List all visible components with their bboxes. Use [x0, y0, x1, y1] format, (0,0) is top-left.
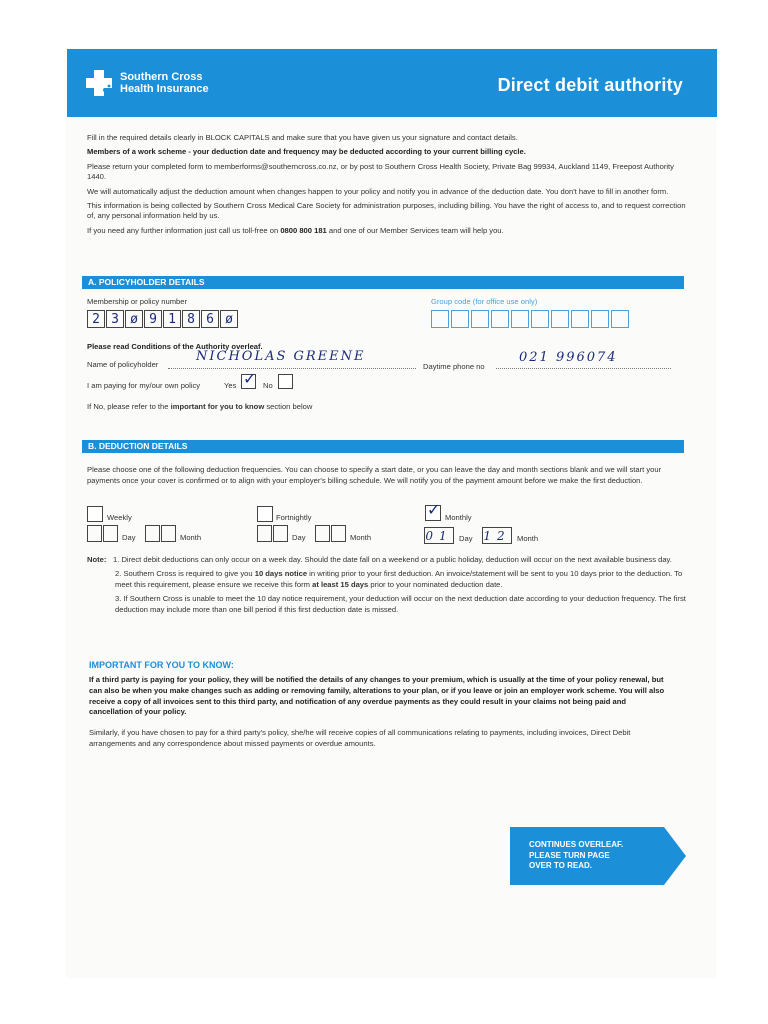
- policyholder-name-line: [168, 368, 416, 369]
- fortnightly-month-label: Month: [350, 533, 372, 542]
- membership-digit[interactable]: 8: [182, 310, 200, 328]
- membership-digit[interactable]: ø: [220, 310, 238, 328]
- yes-label: Yes: [224, 381, 237, 390]
- intro-p6-suffix: and one of our Member Services team will help you.: [326, 225, 504, 235]
- group-code-box: [471, 310, 489, 328]
- group-code-box: [531, 310, 549, 328]
- intro-p4: We will automatically adjust the deduction amount when changes happen to your policy and notify you in advance of the deduction date. You don't have to fill in another form.: [87, 186, 669, 196]
- no-checkbox[interactable]: [278, 374, 293, 389]
- weekly-month-box-2[interactable]: [161, 525, 176, 542]
- fortnightly-month-box-2[interactable]: [331, 525, 346, 542]
- monthly-day-label: Day: [459, 534, 473, 543]
- continues-line-3: OVER TO READ.: [529, 861, 592, 870]
- fortnightly-day-box-2[interactable]: [273, 525, 288, 542]
- note-1-text: 1. Direct debit deductions can only occur on a week day. Should the date fall on a weekend or a public holiday, deduction will occur on the next available business day.: [113, 555, 672, 564]
- intro-p2: Members of a work scheme - your deduction date and frequency may be deducted according to your current billing cycle.: [87, 147, 526, 157]
- group-code-box: [451, 310, 469, 328]
- weekly-day-label: Day: [122, 533, 136, 542]
- deduction-notes: [87, 555, 687, 619]
- brand-name: [120, 71, 209, 95]
- paying-own-policy-label: I am paying for my/our own policy: [87, 381, 201, 390]
- membership-digit[interactable]: 6: [201, 310, 219, 328]
- note-3-text: 3. If Southern Cross is unable to meet the 10 day notice requirement, your deduction will occur on the next deduction date according to your deduction frequency. The first deduction may include more than one bill period if this first deduction date is missed.: [115, 594, 686, 614]
- membership-digit[interactable]: 1: [163, 310, 181, 328]
- page-title: Direct debit authority: [497, 75, 683, 95]
- monthly-month-value[interactable]: 12: [483, 529, 511, 543]
- fortnightly-day-box-1[interactable]: [257, 525, 272, 542]
- weekly-day-box-1[interactable]: [87, 525, 102, 542]
- note-2-c: in writing prior to your first deduction. An invoice/statement will be sent to you 10 days prior to the deduction. To meet this requirement, please ensure we receive this form: [115, 569, 683, 589]
- group-code-box: [511, 310, 529, 328]
- continues-line-1: CONTINUES OVERLEAF.: [529, 840, 624, 849]
- important-paragraph-2: Similarly, if you have chosen to pay for a third party's policy, she/he will receive copies of all communications relating to payments, including invoices, Direct Debit arrangements and any correspondence about missed payments or overdue amounts.: [89, 728, 631, 748]
- section-a-heading: A. POLICYHOLDER DETAILS: [82, 276, 684, 289]
- note-2-b: 10 days notice: [254, 569, 308, 579]
- if-no-suffix: section below: [264, 402, 313, 411]
- brand-line-2: Health Insurance: [120, 83, 209, 95]
- group-code-field: [431, 310, 629, 328]
- group-code-box: [431, 310, 449, 328]
- group-code-box: [551, 310, 569, 328]
- if-no-prefix: If No, please refer to the: [87, 402, 171, 411]
- note-3: [87, 594, 687, 615]
- membership-label: Membership or policy number: [87, 297, 188, 306]
- intro-p6: [87, 226, 687, 236]
- membership-digit[interactable]: 9: [144, 310, 162, 328]
- monthly-checkbox[interactable]: [425, 500, 441, 521]
- membership-digit[interactable]: 3: [106, 310, 124, 328]
- intro-text: [87, 133, 687, 240]
- policyholder-name-label: Name of policyholder: [87, 360, 159, 369]
- membership-digit[interactable]: 2: [87, 310, 105, 328]
- toll-free-phone: 0800 800 181: [280, 225, 327, 235]
- intro-p6-prefix: If you need any further information just call us toll-free on: [87, 225, 281, 235]
- daytime-phone-label: Daytime phone no: [423, 362, 485, 371]
- daytime-phone-line: [496, 368, 671, 369]
- group-code-label: Group code (for office use only): [431, 297, 538, 306]
- important-heading: IMPORTANT FOR YOU TO KNOW:: [89, 660, 234, 670]
- continues-line-2: PLEASE TURN PAGE: [529, 850, 610, 860]
- note-2-a: 2. Southern Cross is required to give you: [115, 569, 255, 579]
- note-label: Note:: [87, 555, 107, 564]
- fortnightly-checkbox[interactable]: [257, 506, 273, 522]
- group-code-box: [571, 310, 589, 328]
- note-2: [87, 569, 687, 590]
- weekly-checkbox[interactable]: [87, 506, 103, 522]
- important-paragraph-1: If a third party is paying for your policy, they will be notified the details of any changes to your premium, which is usually at the time of your policy renewal, but can also be when you make changes such as adding or removing family, alterations to your plan, or if you leave or join an employer work scheme. You will also receive a copy of all invoices sent to this third party, and notification of any overdue payments as they could result in your claims not being paid and cancellation of your policy.: [89, 675, 665, 717]
- header-bar: [67, 49, 717, 117]
- read-conditions-note: Please read Conditions of the Authority overleaf.: [87, 342, 263, 351]
- intro-p5: This information is being collected by Southern Cross Medical Care Society for administration purposes, including billing. You have the right of access to, and to request correction of, any personal information held by us.: [87, 201, 686, 221]
- fortnightly-label: Fortnightly: [276, 513, 312, 522]
- continues-overleaf-banner: [510, 827, 686, 885]
- checkmark-icon: ✓: [427, 500, 441, 519]
- note-2-d: at least 15 days: [312, 579, 369, 589]
- weekly-label: Weekly: [107, 513, 132, 522]
- fortnightly-month-box-1[interactable]: [315, 525, 330, 542]
- weekly-month-label: Month: [180, 533, 202, 542]
- yes-checkbox[interactable]: [241, 369, 257, 389]
- brand-line-1: Southern Cross: [120, 71, 203, 83]
- policyholder-name-value[interactable]: NICHOLAS GREENE: [196, 349, 366, 364]
- group-code-box: [611, 310, 629, 328]
- monthly-day-value[interactable]: 01: [425, 529, 453, 543]
- fortnightly-day-label: Day: [292, 533, 306, 542]
- note-1: [87, 555, 687, 565]
- continues-text: [529, 840, 623, 872]
- group-code-box: [591, 310, 609, 328]
- note-2-e: prior to your nominated deduction date.: [368, 579, 503, 589]
- checkmark-icon: ✓: [243, 369, 257, 388]
- monthly-label: Monthly: [445, 513, 472, 522]
- group-code-box: [491, 310, 509, 328]
- daytime-phone-value[interactable]: 021 996074: [519, 350, 618, 365]
- intro-p1: Fill in the required details clearly in BLOCK CAPITALS and make sure that you have given us your signature and contact details.: [87, 133, 518, 142]
- if-no-note: [87, 402, 312, 411]
- no-label: No: [263, 381, 273, 390]
- southern-cross-logo-icon: [85, 69, 113, 97]
- membership-digit[interactable]: ø: [125, 310, 143, 328]
- deduction-description: Please choose one of the following deduction frequencies. You can choose to specify a start date, or you can leave the day and month sections blank and we will start your payments once your cover is confirmed or to align with your employer's billing schedule. We will notify you of the payment amount before we make the first deduction.: [87, 465, 662, 485]
- weekly-month-box-1[interactable]: [145, 525, 160, 542]
- if-no-bold: important for you to know: [170, 402, 265, 411]
- monthly-month-label: Month: [517, 534, 539, 543]
- intro-p3: Please return your completed form to memberforms@southerncross.co.nz, or by post to Southern Cross Health Society, Private Bag 99934, Auckland 1149, Freepost Authority 1440.: [87, 161, 674, 182]
- membership-number-field[interactable]: [87, 310, 238, 328]
- weekly-day-box-2[interactable]: [103, 525, 118, 542]
- section-b-heading: B. DEDUCTION DETAILS: [82, 440, 684, 453]
